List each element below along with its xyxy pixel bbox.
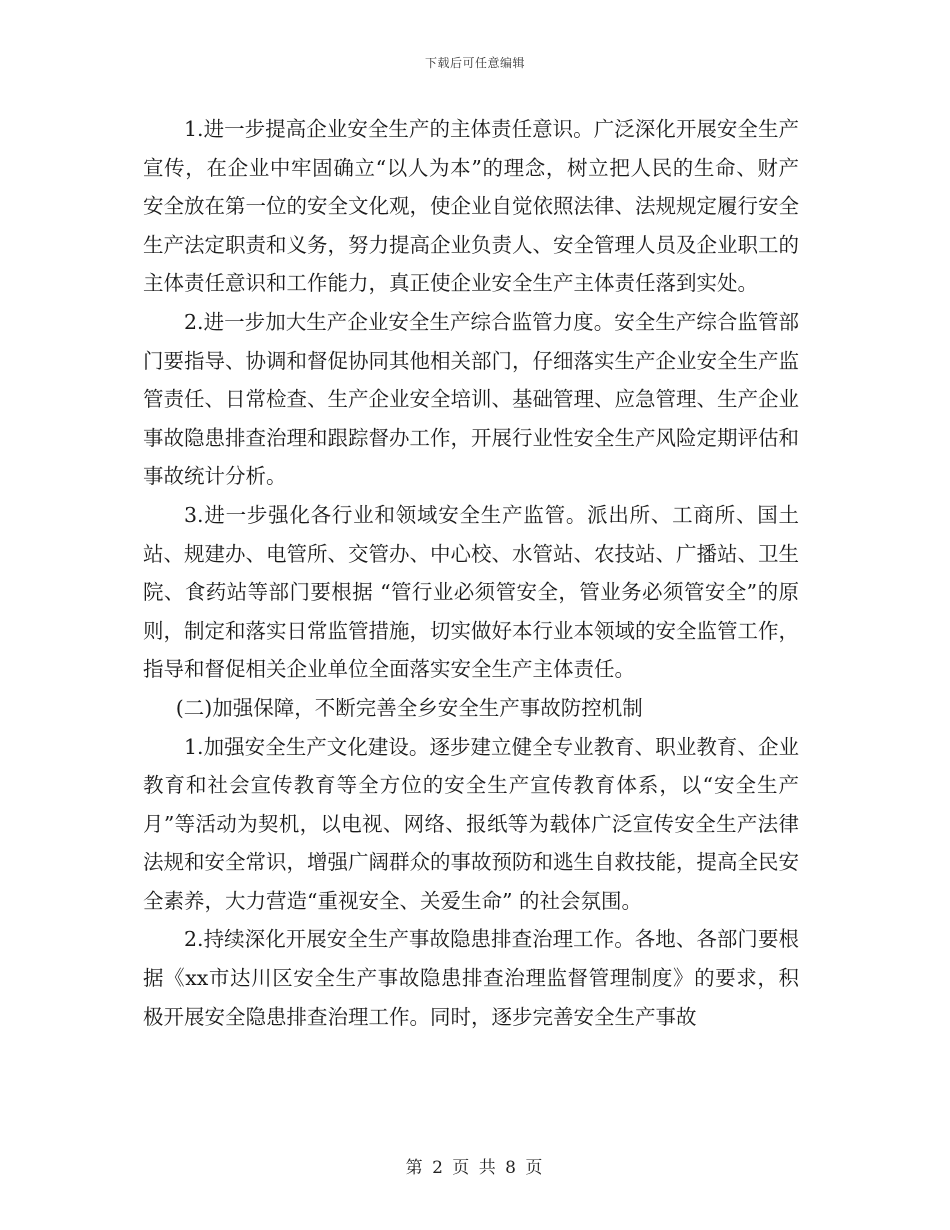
section-heading: (二)加强保障，不断完善全乡安全生产事故防控机制 xyxy=(175,695,643,720)
page-header: 下载后可任意编辑 xyxy=(424,56,525,70)
paragraph-3: 3.进一步强化各行业和领域安全生产监管。派出所、工商所、国土站、规建办、电管所、交管办、中心校、水管站、农技站、广播站、卫生院、食药站等部门要根据 “管行业必须管安全，管业务必须管安全”的原则，制定和落实日常监管措施，切实做好本行业本领域的安全监管工作，指导和督促相关企业单位全面落实安全生产主体责任。 xyxy=(143,502,799,682)
document-body xyxy=(143,110,799,1036)
paragraph-1: 1.进一步提高企业安全生产的主体责任意识。广泛深化开展安全生产宣传，在企业中牢固确立“以人为本”的理念，树立把人民的生命、财产安全放在第一位的安全文化观，使企业自觉依照法律、法规规定履行安全生产法定职责和义务，努力提高企业负责人、安全管理人员及企业职工的主体责任意识和工作能力，真正使企业安全生产主体责任落到实处。 xyxy=(143,117,799,296)
page-number-footer: 第 2 页 共 8 页 xyxy=(405,1158,545,1178)
paragraph-5: 2.持续深化开展安全生产事故隐患排查治理工作。各地、各部门要根据《xx市达川区安全生产事故隐患排查治理监督管理制度》的要求，积极开展安全隐患排查治理工作。同时，逐步完善安全生产事故 xyxy=(143,927,799,1029)
paragraph-4: 1.加强安全生产文化建设。逐步建立健全专业教育、职业教育、企业教育和社会宣传教育等全方位的安全生产宣传教育体系，以“安全生产月”等活动为契机，以电视、网络、报纸等为载体广泛宣传安全生产法律法规和安全常识，增强广阔群众的事故预防和逃生自救技能，提高全民安全素养，大力营造“重视安全、关爱生命” 的社会氛围。 xyxy=(143,734,799,913)
paragraph-2: 2.进一步加大生产企业安全生产综合监管力度。安全生产综合监管部门要指导、协调和督促协同其他相关部门，仔细落实生产企业安全生产监管责任、日常检查、生产企业安全培训、基础管理、应急管理、生产企业事故隐患排查治理和跟踪督办工作，开展行业性安全生产风险定期评估和事故统计分析。 xyxy=(143,309,799,489)
